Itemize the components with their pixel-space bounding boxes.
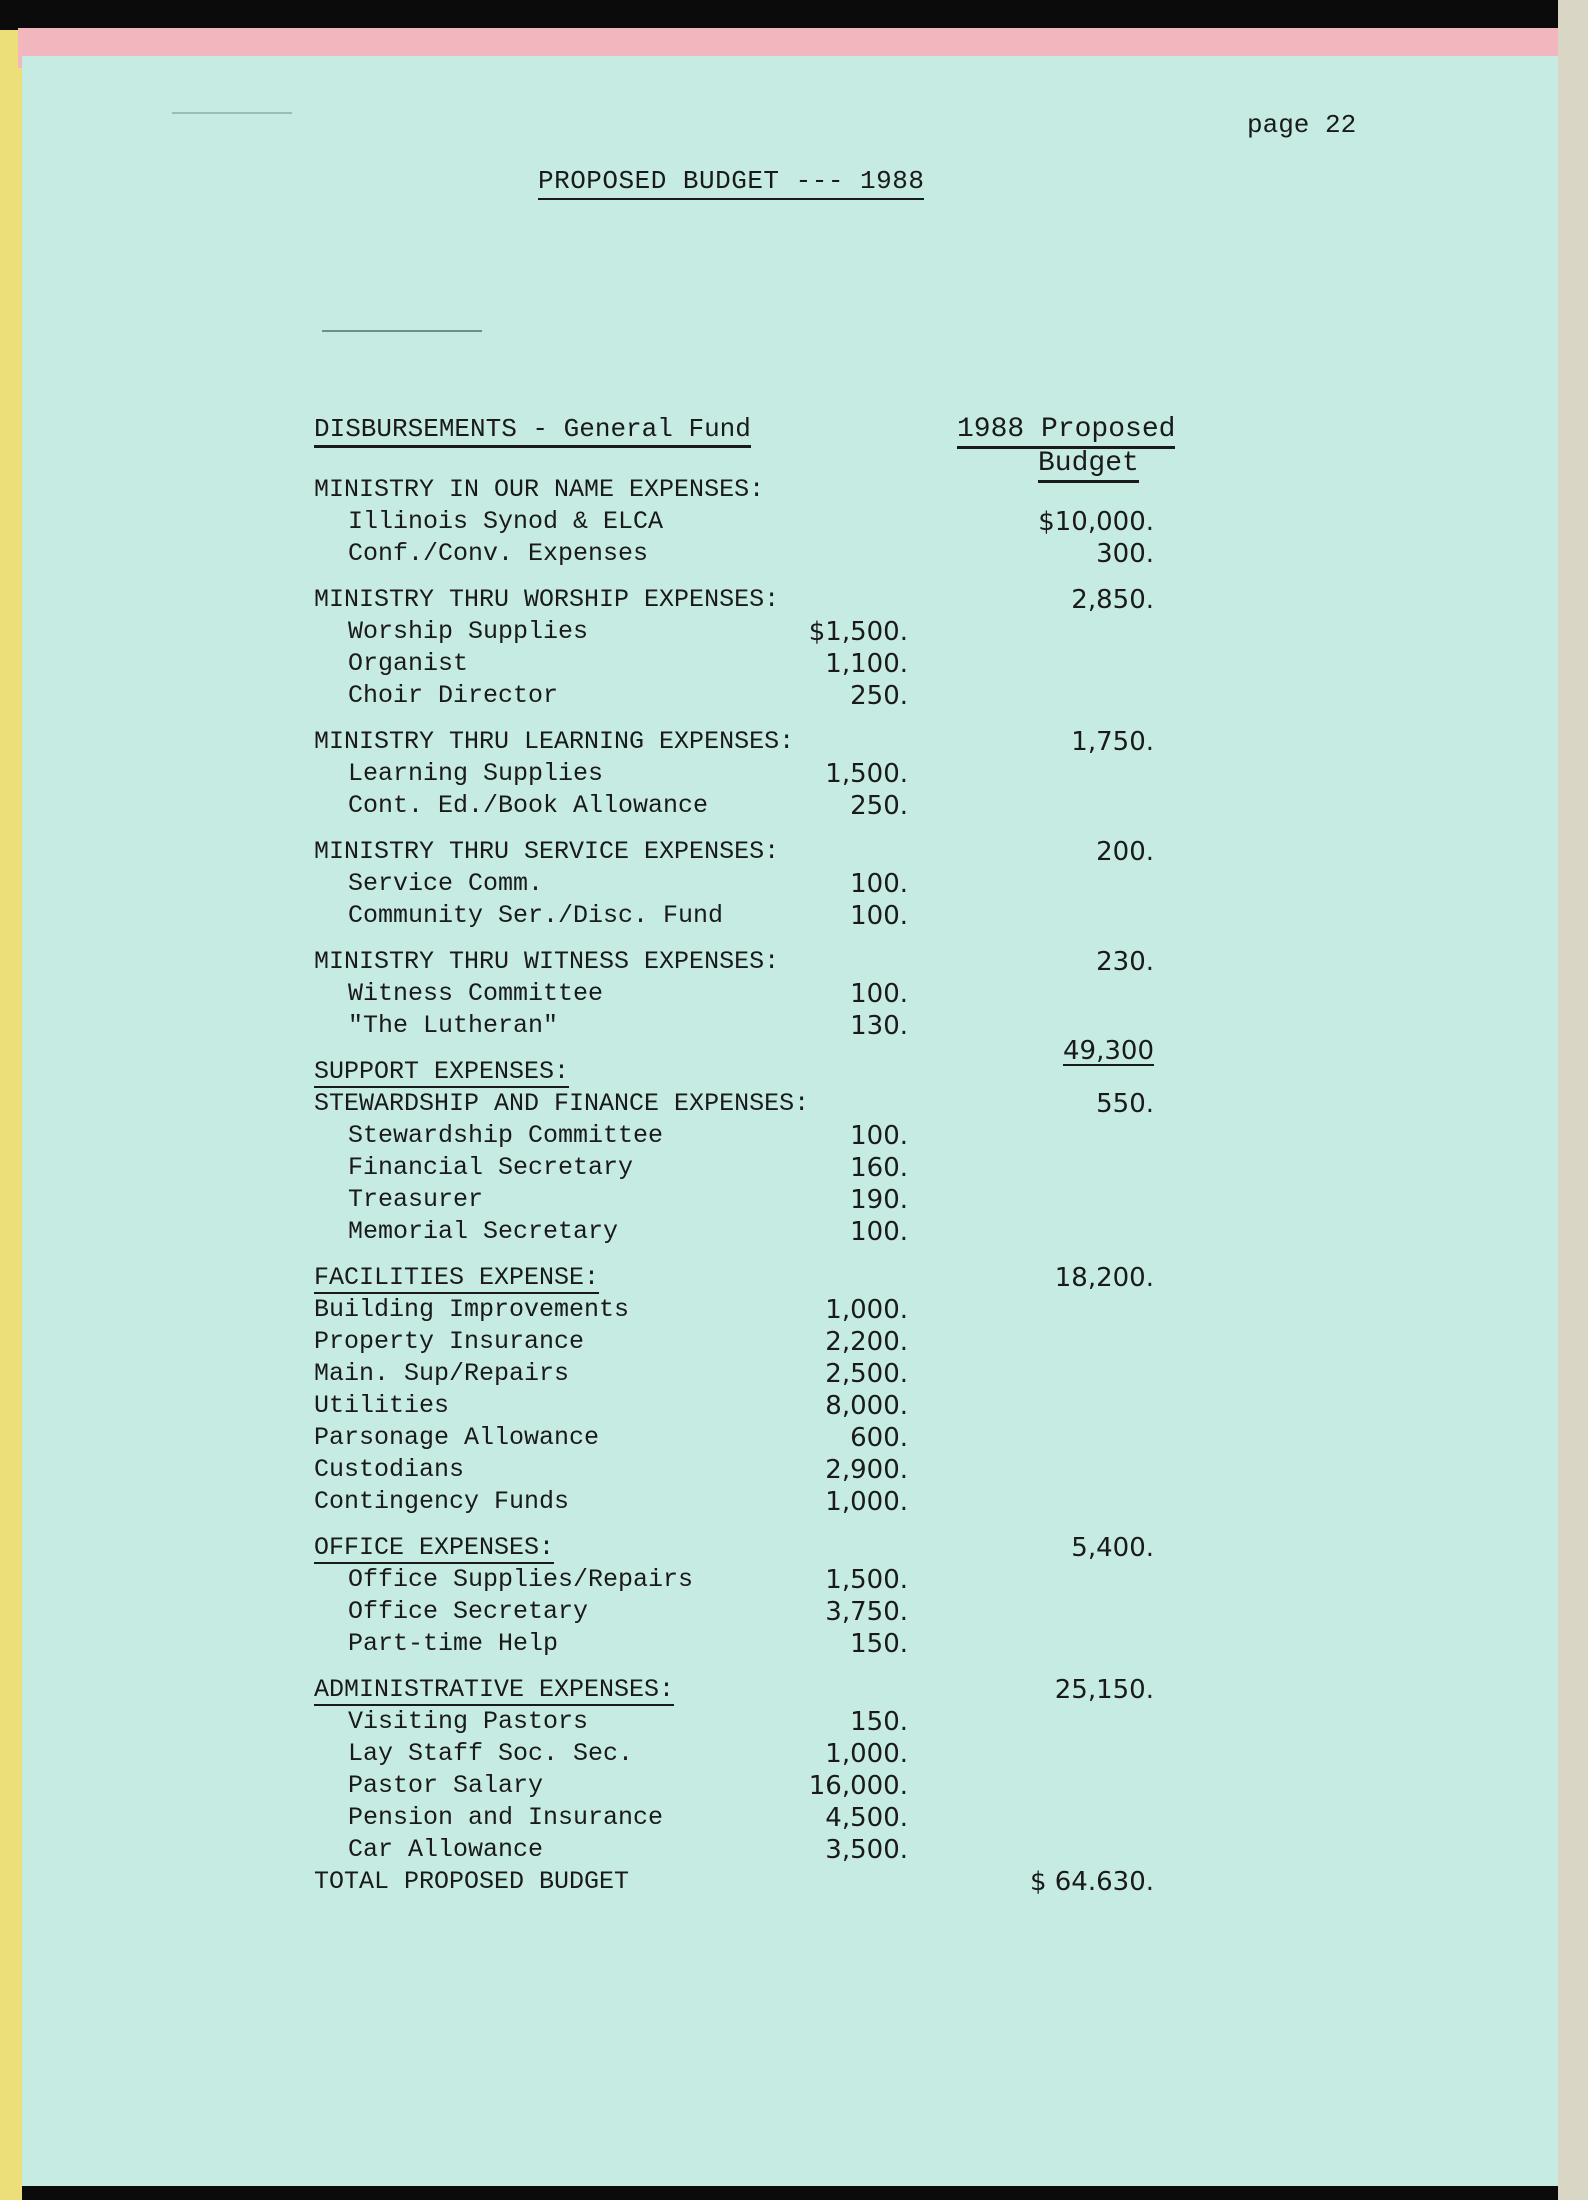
budget-row — [314, 1674, 1214, 1706]
page-edge-right — [1558, 0, 1588, 2200]
line-item-amount: 160. — [850, 1153, 908, 1183]
budget-row — [314, 1706, 1214, 1738]
line-item-amount: 1,000. — [825, 1739, 908, 1769]
budget-row-label: TOTAL PROPOSED BUDGET — [314, 1867, 630, 1896]
budget-row — [314, 648, 1214, 680]
line-item-amount: 3,500. — [825, 1835, 908, 1865]
budget-row — [314, 1454, 1214, 1486]
line-item-amount: 16,000. — [808, 1771, 908, 1801]
budget-row-label: Pastor Salary — [348, 1771, 544, 1800]
budget-row — [314, 1326, 1214, 1358]
budget-row — [314, 1770, 1214, 1802]
budget-row — [314, 680, 1214, 712]
budget-row — [314, 946, 1214, 978]
line-item-amount: 2,200. — [825, 1327, 908, 1357]
budget-row-label: MINISTRY THRU WITNESS EXPENSES: — [314, 947, 780, 976]
budget-row — [314, 1390, 1214, 1422]
budget-row — [314, 1834, 1214, 1866]
line-item-amount: 250. — [850, 681, 908, 711]
budget-row — [314, 616, 1214, 648]
budget-row-label: Building Improvements — [314, 1295, 630, 1324]
budget-row-label: FACILITIES EXPENSE: — [314, 1263, 600, 1292]
budget-row-label: Community Ser./Disc. Fund — [348, 901, 724, 930]
line-item-amount: 1,000. — [825, 1295, 908, 1325]
budget-row — [314, 1216, 1214, 1248]
budget-row — [314, 1596, 1214, 1628]
column-header-budget: Budget — [1038, 448, 1139, 483]
line-item-amount: 150. — [850, 1629, 908, 1659]
budget-row-label: Car Allowance — [348, 1835, 544, 1864]
budget-row — [314, 978, 1214, 1010]
line-item-amount: 100. — [850, 1121, 908, 1151]
budget-row-label: Main. Sup/Repairs — [314, 1359, 570, 1388]
budget-row-label: Illinois Synod & ELCA — [348, 507, 664, 536]
budget-row-label: Treasurer — [348, 1185, 484, 1214]
budget-row — [314, 1738, 1214, 1770]
budget-row — [314, 1120, 1214, 1152]
budget-row — [314, 726, 1214, 758]
category-total: 5,400. — [1071, 1533, 1154, 1563]
line-item-amount: 4,500. — [825, 1803, 908, 1833]
budget-row-label: Utilities — [314, 1391, 450, 1420]
budget-row-label: Parsonage Allowance — [314, 1423, 600, 1452]
scan-smudge — [172, 112, 292, 114]
budget-row-label: STEWARDSHIP AND FINANCE EXPENSES: — [314, 1089, 810, 1118]
line-item-amount: 600. — [850, 1423, 908, 1453]
budget-row-label: Witness Committee — [348, 979, 604, 1008]
page-title: PROPOSED BUDGET --- 1988 — [538, 166, 924, 200]
budget-row — [314, 1036, 1214, 1088]
budget-row — [314, 1802, 1214, 1834]
budget-row-label: SUPPORT EXPENSES: — [314, 1057, 570, 1086]
category-total: 1,750. — [1071, 727, 1154, 757]
line-item-amount: 130. — [850, 1011, 908, 1041]
line-item-amount: 1,500. — [825, 759, 908, 789]
support-subtotal: 49,300 — [1063, 1036, 1154, 1066]
line-item-amount: 8,000. — [825, 1391, 908, 1421]
category-total: 300. — [1096, 539, 1154, 569]
budget-row-label: Stewardship Committee — [348, 1121, 664, 1150]
line-item-amount: 2,500. — [825, 1359, 908, 1389]
budget-row-label: ADMINISTRATIVE EXPENSES: — [314, 1675, 675, 1704]
category-total: 2,850. — [1071, 585, 1154, 615]
budget-row-label: Cont. Ed./Book Allowance — [348, 791, 709, 820]
budget-row — [314, 1866, 1214, 1898]
line-item-amount: 2,900. — [825, 1455, 908, 1485]
line-item-amount: 150. — [850, 1707, 908, 1737]
budget-row-label: Service Comm. — [348, 869, 544, 898]
budget-row-label: Office Supplies/Repairs — [348, 1565, 694, 1594]
budget-row — [314, 538, 1214, 570]
budget-row-label: Memorial Secretary — [348, 1217, 619, 1246]
budget-table — [314, 474, 1214, 1898]
budget-row-label: MINISTRY THRU LEARNING EXPENSES: — [314, 727, 795, 756]
column-header-disbursements: DISBURSEMENTS - General Fund — [314, 414, 751, 448]
line-item-amount: 190. — [850, 1185, 908, 1215]
line-item-amount: 250. — [850, 791, 908, 821]
budget-row — [314, 1628, 1214, 1660]
budget-row-label: Learning Supplies — [348, 759, 604, 788]
line-item-amount: 100. — [850, 1217, 908, 1247]
budget-row-label: Contingency Funds — [314, 1487, 570, 1516]
line-item-amount: 1,500. — [825, 1565, 908, 1595]
budget-row-label: Financial Secretary — [348, 1153, 634, 1182]
budget-row — [314, 1486, 1214, 1518]
budget-row — [314, 506, 1214, 538]
line-item-amount: 100. — [850, 979, 908, 1009]
budget-row — [314, 1422, 1214, 1454]
category-total: $ 64.630. — [1029, 1867, 1154, 1897]
budget-row — [314, 868, 1214, 900]
budget-row — [314, 1564, 1214, 1596]
budget-row — [314, 836, 1214, 868]
budget-row-label: Lay Staff Soc. Sec. — [348, 1739, 634, 1768]
budget-row-label: Worship Supplies — [348, 617, 589, 646]
budget-row-label: Visiting Pastors — [348, 1707, 589, 1736]
budget-row-label: Part-time Help — [348, 1629, 559, 1658]
budget-row — [314, 758, 1214, 790]
category-total: 18,200. — [1054, 1263, 1154, 1293]
category-total: 230. — [1096, 947, 1154, 977]
column-header-proposed: 1988 Proposed — [957, 414, 1175, 449]
budget-row — [314, 1294, 1214, 1326]
category-total: 200. — [1096, 837, 1154, 867]
document-page — [22, 56, 1558, 2186]
budget-row-label: Choir Director — [348, 681, 559, 710]
budget-row-label: Custodians — [314, 1455, 465, 1484]
budget-row — [314, 790, 1214, 822]
budget-row-label: MINISTRY THRU WORSHIP EXPENSES: — [314, 585, 780, 614]
budget-row — [314, 1088, 1214, 1120]
budget-row-label: MINISTRY THRU SERVICE EXPENSES: — [314, 837, 780, 866]
line-item-amount: $1,500. — [808, 617, 908, 647]
budget-row — [314, 1262, 1214, 1294]
budget-row — [314, 1184, 1214, 1216]
budget-row — [314, 584, 1214, 616]
budget-row — [314, 1532, 1214, 1564]
budget-row — [314, 900, 1214, 932]
budget-row-label: "The Lutheran" — [348, 1011, 559, 1040]
line-item-amount: 1,000. — [825, 1487, 908, 1517]
line-item-amount: 3,750. — [825, 1597, 908, 1627]
category-total: 25,150. — [1054, 1675, 1154, 1705]
binder-edge-yellow — [0, 30, 22, 2200]
budget-row-label: MINISTRY IN OUR NAME EXPENSES: — [314, 475, 765, 504]
budget-row-label: Conf./Conv. Expenses — [348, 539, 649, 568]
scan-smudge — [322, 330, 482, 332]
budget-row-label: Property Insurance — [314, 1327, 585, 1356]
budget-row-label: OFFICE EXPENSES: — [314, 1533, 555, 1562]
budget-row-label: Office Secretary — [348, 1597, 589, 1626]
line-item-amount: 100. — [850, 901, 908, 931]
category-total: $10,000. — [1038, 507, 1154, 537]
line-item-amount: 1,100. — [825, 649, 908, 679]
budget-row-label: Organist — [348, 649, 469, 678]
page-number: page 22 — [1247, 110, 1357, 140]
budget-row — [314, 1152, 1214, 1184]
line-item-amount: 100. — [850, 869, 908, 899]
budget-row — [314, 1358, 1214, 1390]
category-total: 550. — [1096, 1089, 1154, 1119]
budget-row — [314, 474, 1214, 506]
budget-row-label: Pension and Insurance — [348, 1803, 664, 1832]
